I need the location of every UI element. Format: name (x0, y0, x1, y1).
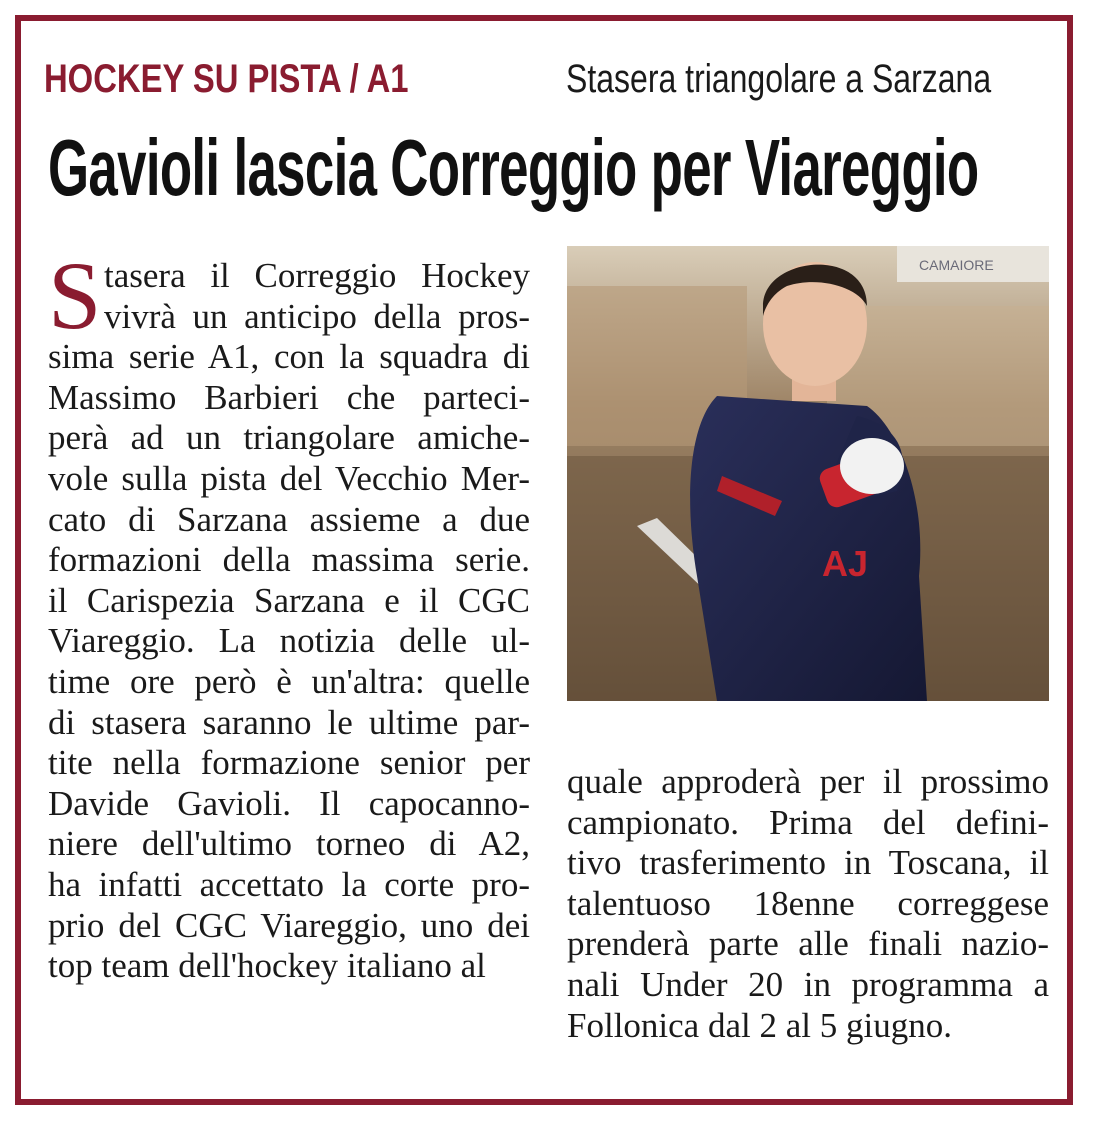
kicker-section: HOCKEY SU PISTA / A1 (44, 57, 409, 101)
text-line: sima serie A1, con la squadra di (48, 337, 530, 377)
text-line: prenderà parte alle finali nazio- (567, 924, 1049, 964)
text-line: perà ad un triangolare amiche- (48, 418, 530, 458)
text-line: formazioni della massima serie. (48, 540, 530, 580)
text-line: cato di Sarzana assieme a due (48, 499, 530, 539)
text-line: tasera il Correggio Hockey (104, 256, 530, 295)
text-line: Follonica dal 2 al 5 giugno. (567, 1005, 952, 1045)
text-line: vivrà un anticipo della pros- (104, 296, 530, 336)
body-column-left (48, 242, 530, 987)
banner-text: CAMAIORE (919, 257, 994, 273)
article-photo (567, 246, 1049, 701)
kicker-subtitle: Stasera triangolare a Sarzana (566, 57, 992, 101)
text-line: vole sulla pista del Vecchio Mer- (48, 458, 530, 498)
text-line: top team dell'hockey italiano al (48, 946, 486, 986)
kicker (44, 54, 992, 104)
text-line: campionato. Prima del defini- (567, 802, 1049, 842)
text-line: talentuoso 18enne correggese (567, 883, 1049, 923)
body-column-right (567, 762, 1049, 1046)
text-line: Massimo Barbieri che parteci- (48, 377, 530, 417)
drop-cap: S (48, 242, 102, 349)
text-line: tite nella formazione senior per (48, 743, 530, 783)
shirt-text: AJ (822, 543, 869, 584)
text-line: ha infatti accettato la corte pro- (48, 864, 530, 904)
text-line: quale approderà per il prossimo (567, 762, 1049, 801)
text-line: il Carispezia Sarzana e il CGC (48, 580, 530, 620)
text-line: nali Under 20 in programma a (567, 964, 1049, 1004)
text-line: prio del CGC Viareggio, uno dei (48, 905, 530, 945)
text-line: Davide Gavioli. Il capocanno- (48, 783, 530, 823)
headline: Gavioli lascia Correggio per Viareggio (48, 123, 979, 212)
hockey-player-photo (567, 246, 1049, 701)
text-line: tivo trasferimento in Toscana, il (567, 843, 1049, 883)
text-line: niere dell'ultimo torneo di A2, (48, 824, 530, 864)
text-line: Viareggio. La notizia delle ul- (48, 621, 530, 661)
text-line: time ore però è un'altra: quelle (48, 661, 530, 701)
text-line: di stasera saranno le ultime par- (48, 702, 530, 742)
